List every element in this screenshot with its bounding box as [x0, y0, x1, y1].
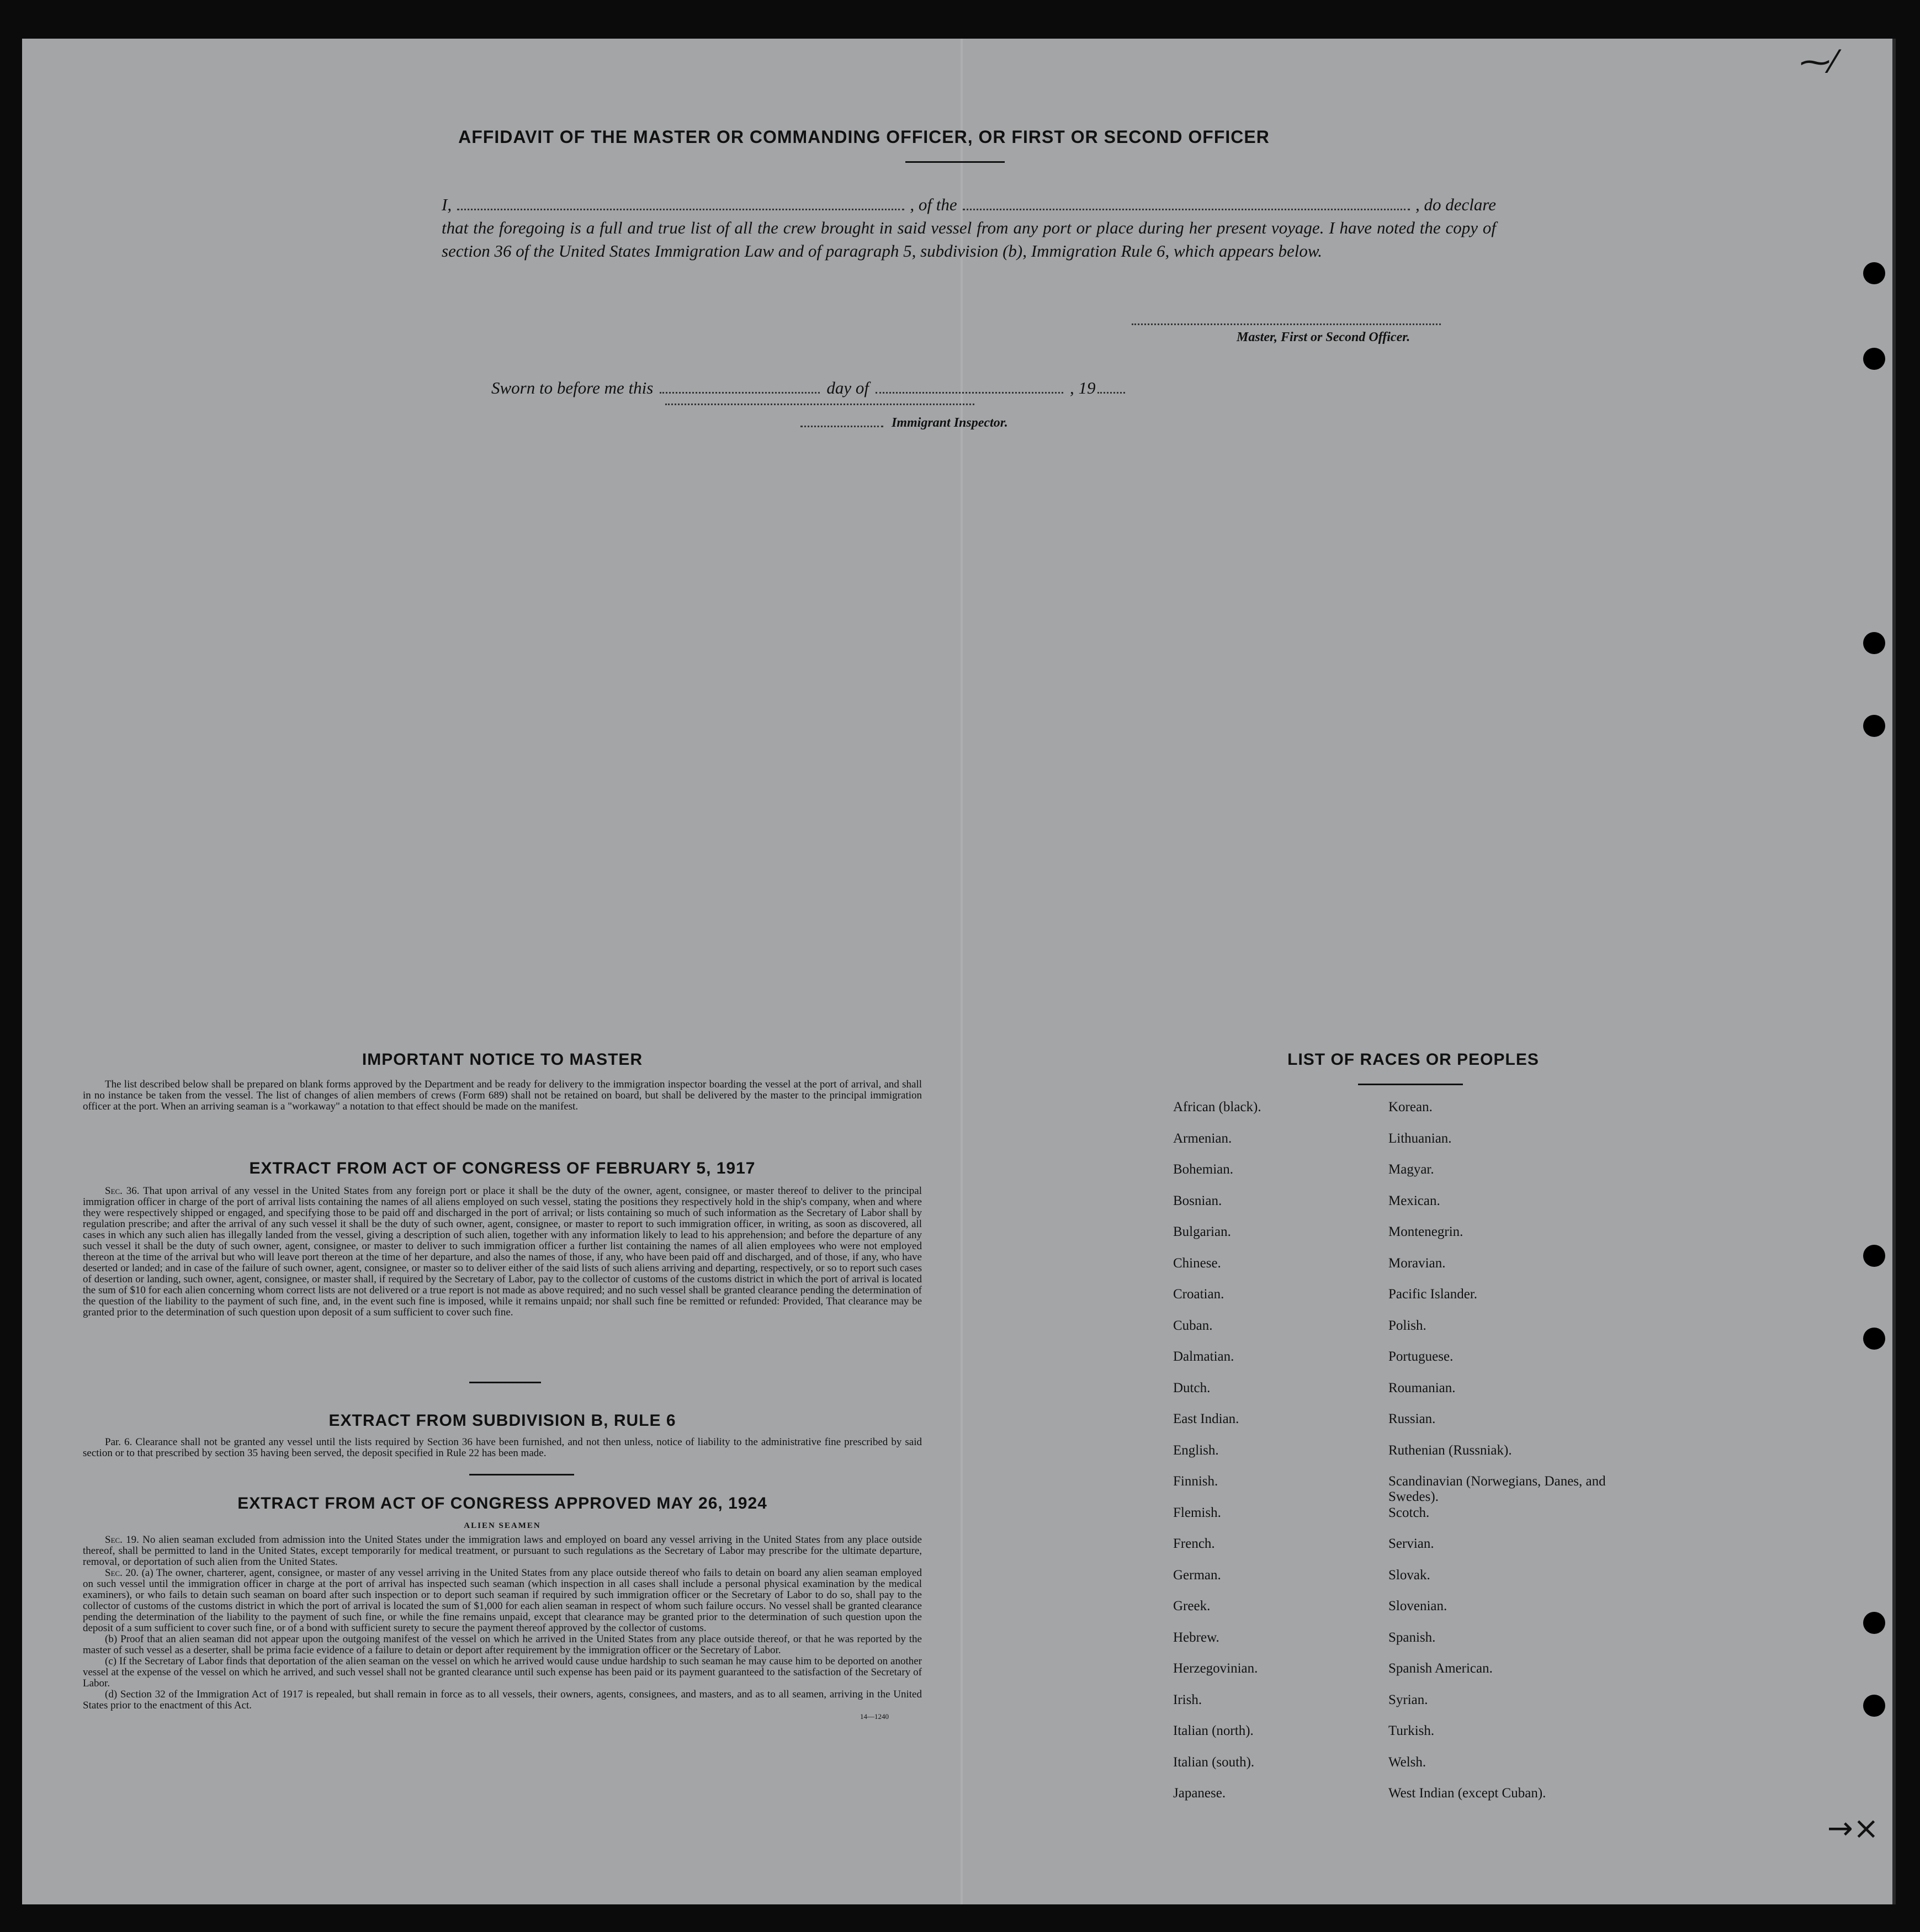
pen-mark: →⨯ [1827, 1811, 1879, 1846]
race-item: Dalmatian. [1173, 1349, 1234, 1364]
race-item: Scotch. [1388, 1505, 1430, 1520]
alien-seamen-subtitle: ALIEN SEAMEN [464, 1521, 541, 1530]
section-divider [469, 1382, 541, 1383]
race-item: Flemish. [1173, 1505, 1221, 1520]
binder-hole [1863, 1612, 1885, 1634]
act-1924-text: ALIEN SEAMEN Sec. 19. No alien seaman excluded from admission into the United States under the immigration laws and employed on board any vessel arriving in the United States from any place outside thereof, shall be permitted to land in the United States, except temporarily for medical treatment, or pursuant to such regulations as the Secretary of Labor may prescribe for the ultimate departure, removal, or deportation of such alien from the United States. Sec. 20. (a) The owner, charterer, agent, consignee, or master of any vessel arriving in the United States from any place outside thereof who fails to detain on board any alien seaman employed on such vessel until the immigration officer in charge at the port of arrival has inspected such seaman (which inspection in all cases shall include a personal physical examination by the medical examiners), or who fails to detain such seaman on board after such inspection or to deport such seaman if required by such immigration officer or the Secretary of Labor to do so, shall pay to the collector of customs of the customs district in which the port of arrival is located the sum of $1,000 for each alien seaman in respect of whom such failure occurs. No vessel shall be granted clearance pending the determination of the liability to the payment of such fine, or while the fine remains unpaid, except that clearance may be granted prior to the determination of such question upon the deposit of a sum sufficient to cover such fine, or of a bond with sufficient surety to secure the payment thereof approved by the collector of customs. (b) Proof that an alien seaman did not appear upon the outgoing manifest of the vessel on which he arrived in the United States from any place outside thereof, or that he was reported by the master of such vessel as a deserter, shall be prima facie evidence of a failure to detain or deport after requirement by the immigration officer or the Secretary of Labor. (c) If the Secretary of Labor finds that deportation of the alien seaman on the vessel on which he arrived would cause undue hardship to such seaman he may cause him to be deported on another vessel at the expense of the vessel on which he arrived, and such vessel shall not be granted clearance until such expense has been paid or its payment guaranteed to the satisfaction of the Secretary of Labor. (d) Section 32 of the Immigration Act of 1917 is repealed, but shall remain in force as to all vessels, their owners, agents, consignees, and masters, and as to all seamen, arriving in the United States prior to the enactment of this Act. 14—1240 [83, 1518, 922, 1722]
binder-hole [1863, 348, 1885, 370]
sworn-label: Sworn to before me this [491, 378, 654, 397]
race-item: Pacific Islander. [1388, 1287, 1478, 1302]
do-declare-label: , do declare [1415, 195, 1497, 214]
officer-label: Master, First or Second Officer. [1237, 330, 1410, 344]
binder-hole [1863, 262, 1885, 284]
officer-signature-field[interactable] [1132, 323, 1441, 325]
of-the-label: , of the [910, 195, 957, 214]
races-left-column [1173, 1100, 1383, 1817]
inspector-dots [800, 425, 883, 427]
race-item: Montenegrin. [1388, 1224, 1463, 1239]
race-item: Italian (north). [1173, 1723, 1254, 1738]
affidavit-title: AFFIDAVIT OF THE MASTER OR COMMANDING OFFICER, OR FIRST OR SECOND OFFICER [458, 127, 1270, 147]
binder-hole [1863, 632, 1885, 654]
race-item: Portuguese. [1388, 1349, 1454, 1364]
race-item: Armenian. [1173, 1130, 1232, 1146]
inspector-signature-field[interactable] [665, 403, 974, 405]
race-item: Russian. [1388, 1411, 1436, 1426]
race-item: Finnish. [1173, 1474, 1218, 1489]
race-item: West Indian (except Cuban). [1388, 1786, 1546, 1801]
races-underline [1358, 1084, 1463, 1085]
title-underline [905, 161, 1005, 163]
act-1924-title: EXTRACT FROM ACT OF CONGRESS APPROVED MAY 26, 1924 [237, 1494, 767, 1512]
race-item: English. [1173, 1442, 1219, 1458]
year-label: , 19 [1069, 378, 1096, 397]
notice-text: The list described below shall be prepared on blank forms approved by the Department and be ready for delivery to the immigration inspector boarding the vessel at the port of arrival, and shall in no instance be taken from the vessel. The list of changes of alien members of crews (Form 689) shall not be retained on board, but shall be delivered by the master to the principal immigration officer at the port. When an arriving seaman is a "workaway" a notation to that effect should be made on the manifest. [83, 1079, 922, 1112]
race-item: Servian. [1388, 1536, 1434, 1551]
race-item: Spanish American. [1388, 1661, 1493, 1676]
affiant-label: I, [442, 195, 452, 214]
day-of-label: day of [826, 378, 869, 397]
extract-1917-text: Sec. 36. That upon arrival of any vessel in the United States from any foreign port or place it shall be the duty of the owner, agent, consignee, or master thereof to deliver to the principal immigration officer in charge of the port of arrival lists containing the names of all aliens employed on such vessel, stating the positions they respectively hold in the ship's company, when and where they were respectively shipped or engaged, and specifying those to be paid off and discharged in the port of arrival; or lists containing so much of such information as the Secretary of Labor shall by regulation prescribe; and after the arrival of any such vessel it shall be the duty of such owner, agent, consignee, or master to report to such immigration officer, in writing, as soon as discovered, all cases in which any such alien has illegally landed from the vessel, giving a description of such alien, together with any information likely to lead to his apprehension; and before the departure of any such vessel it shall be the duty of such owner, agent, consignee, or master to deliver to such immigration officer a further list containing the names of all alien employees who were not employed thereon at the time of the arrival but who will leave port thereon at the time of her departure, and also the names of those, if any, who have been paid off and discharged, and of those, if any, who have deserted or landed; and in case of the failure of such owner, agent, consignee, or master so to deliver either of the said lists of such aliens arriving and departing, respectively, or so to report such cases of desertion or landing, such owner, agent, consignee, or master shall, if required by the Secretary of Labor, pay to the collector of customs of the customs district in which the port of arrival is located the sum of $10 for each alien concerning whom correct lists are not delivered or a true report is not made as above required; and no such vessel shall be granted clearance pending the determination of the question of the liability to the payment of such fine, and, in the event such fine is imposed, while it remains unpaid; nor shall such fine be remitted or refunded: Provided, That clearance may be granted prior to the determination of such question upon deposit of a sum sufficient to cover such fine. [83, 1185, 922, 1318]
rule-6-text: Par. 6. Clearance shall not be granted any vessel until the lists required by Section 36 have been furnished, and not then unless, notice of liability to the administrative fine prescribed by said section or to that prescribed by section 35 having been served, the deposit specified in Rule 22 has been made. [83, 1436, 922, 1459]
race-item: Moravian. [1388, 1255, 1446, 1271]
race-item: Slovak. [1388, 1567, 1430, 1583]
race-item: Polish. [1388, 1318, 1426, 1333]
race-item: Cuban. [1173, 1318, 1213, 1333]
race-item: Dutch. [1173, 1380, 1211, 1395]
race-item: Italian (south). [1173, 1754, 1255, 1770]
sworn-line [491, 378, 1209, 398]
binder-hole [1863, 1328, 1885, 1350]
race-item: Welsh. [1388, 1754, 1426, 1770]
race-item: Magyar. [1388, 1162, 1434, 1177]
form-page [22, 39, 1896, 1904]
race-item: African (black). [1173, 1100, 1261, 1114]
race-item: Slovenian. [1388, 1599, 1447, 1613]
race-item: Greek. [1173, 1599, 1211, 1613]
vessel-name-field[interactable] [963, 208, 1410, 210]
sworn-day-field[interactable] [660, 392, 820, 394]
affidavit-body [442, 193, 1496, 263]
form-number: 14—1240 [860, 1712, 889, 1721]
race-item: Croatian. [1173, 1287, 1224, 1302]
race-item: Korean. [1388, 1100, 1433, 1114]
race-item: Ruthenian (Russniak). [1388, 1442, 1512, 1458]
race-item: Roumanian. [1388, 1380, 1456, 1395]
race-item: Hebrew. [1173, 1630, 1219, 1645]
race-item: Irish. [1173, 1692, 1202, 1707]
races-title: LIST OF RACES OR PEOPLES [1287, 1050, 1539, 1069]
race-item: Syrian. [1388, 1692, 1428, 1707]
race-item: Spanish. [1388, 1630, 1436, 1645]
notice-title: IMPORTANT NOTICE TO MASTER [362, 1050, 643, 1069]
race-item: Bohemian. [1173, 1162, 1234, 1177]
extract-1917-title: EXTRACT FROM ACT OF CONGRESS OF FEBRUARY 5, 1917 [249, 1159, 756, 1177]
race-item: Lithuanian. [1388, 1130, 1452, 1146]
binder-hole [1863, 1245, 1885, 1267]
binder-hole [1863, 715, 1885, 737]
race-item: Turkish. [1388, 1723, 1435, 1738]
race-item: French. [1173, 1536, 1215, 1551]
inspector-label: Immigrant Inspector. [892, 416, 1008, 430]
race-item: East Indian. [1173, 1411, 1239, 1426]
section-divider [469, 1474, 574, 1475]
races-right-column [1388, 1100, 1620, 1817]
race-item: Herzegovinian. [1173, 1661, 1258, 1676]
race-item: Scandinavian (Norwegians, Danes, and Swedes). [1388, 1474, 1606, 1504]
race-item: Japanese. [1173, 1786, 1226, 1801]
affidavit-text: that the foregoing is a full and true list of all the crew brought in said vessel from any port or place during her present voyage. I have noted the copy of section 36 of the United States Immigration Law and of paragraph 5, subdivision (b), Immigration Rule 6, which appears below. [442, 218, 1496, 261]
race-item: Bosnian. [1173, 1193, 1222, 1208]
binder-hole [1863, 1695, 1885, 1717]
page-fold [961, 39, 963, 1904]
race-item: Chinese. [1173, 1255, 1221, 1271]
race-item: Mexican. [1388, 1193, 1440, 1208]
affiant-name-field[interactable] [457, 208, 904, 210]
race-item: Bulgarian. [1173, 1224, 1231, 1239]
race-item: German. [1173, 1567, 1221, 1583]
sworn-month-field[interactable] [876, 392, 1063, 394]
sworn-year-field[interactable] [1097, 392, 1125, 394]
pen-mark: ⁓⁄ [1800, 44, 1836, 80]
rule-6-title: EXTRACT FROM SUBDIVISION B, RULE 6 [328, 1411, 676, 1430]
